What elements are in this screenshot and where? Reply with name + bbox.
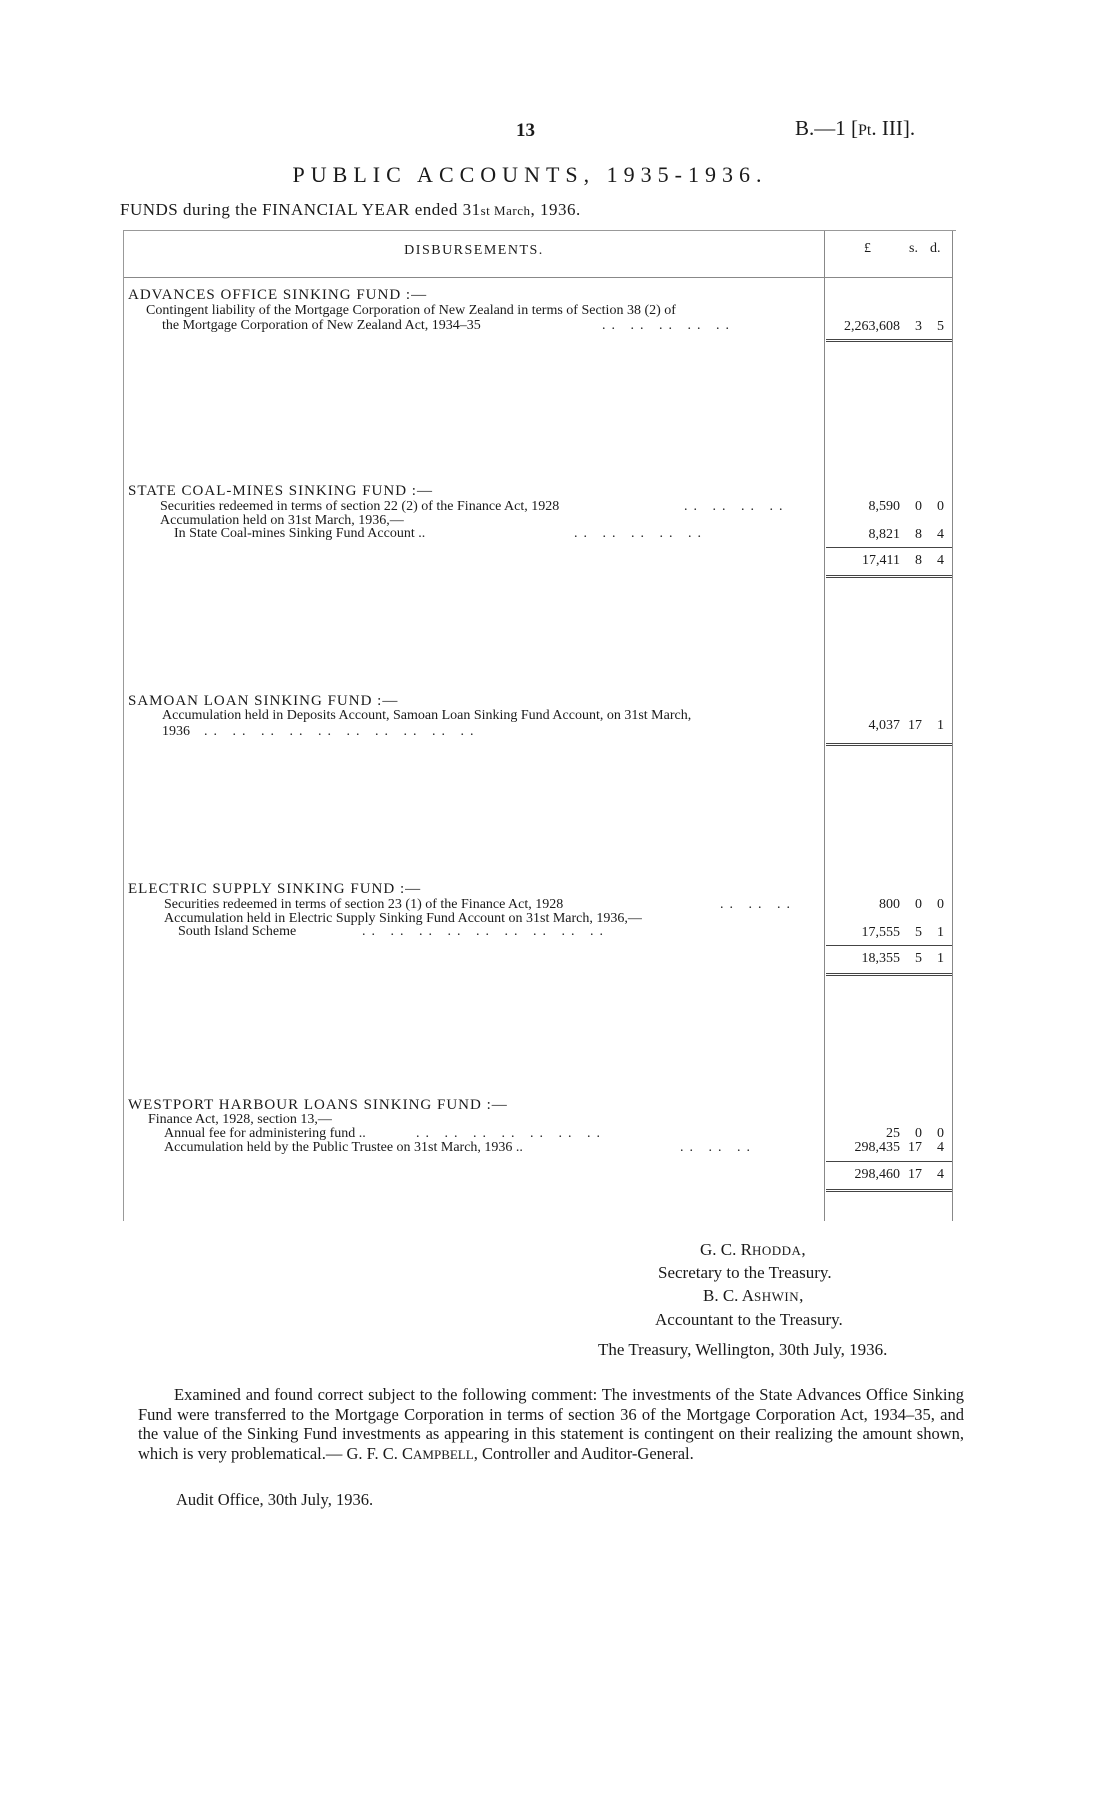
doc-ref-part: Pt xyxy=(858,122,872,139)
section-line: Accumulation held on 31st March, 1936,— xyxy=(160,513,404,528)
audit-office-date: Audit Office, 30th July, 1936. xyxy=(176,1490,374,1509)
total-pounds: 18,355 xyxy=(861,951,900,966)
page-number: 13 xyxy=(516,120,535,141)
section-line: Contingent liability of the Mortgage Corporation of New Zealand in terms of Section 38 (2) of xyxy=(146,303,676,318)
leader-dots: .. .. .. xyxy=(720,897,796,912)
amount-pounds: 2,263,608 xyxy=(844,319,900,334)
total-rule xyxy=(826,973,952,976)
amount-pounds: 800 xyxy=(879,897,900,912)
amount-pounds: 298,435 xyxy=(854,1140,900,1155)
header-disbursements: DISBURSEMENTS. xyxy=(404,243,544,258)
subtitle-march: March xyxy=(490,203,531,218)
doc-ref-prefix: B.—1 [ xyxy=(795,116,858,140)
subtotal-rule xyxy=(826,547,952,548)
amount-pounds: 4,037 xyxy=(868,718,900,733)
total-pence: 1 xyxy=(937,951,944,966)
leader-dots: .. .. .. xyxy=(680,1140,756,1155)
sig-name-punct: , xyxy=(801,1240,806,1259)
total-shillings: 8 xyxy=(915,553,922,568)
section-title: SAMOAN LOAN SINKING FUND :— xyxy=(128,693,399,709)
disbursements-table xyxy=(123,230,956,1221)
leader-dots: .. .. .. .. .. .. .. .. .. .. xyxy=(204,724,480,739)
leader-dots: .. .. .. .. xyxy=(684,499,789,514)
section-title: ELECTRIC SUPPLY SINKING FUND :— xyxy=(128,881,422,897)
page-subtitle xyxy=(120,200,581,220)
amount-pence: 0 xyxy=(937,499,944,514)
total-rule xyxy=(826,339,952,342)
section-line: Accumulation held in Deposits Account, Samoan Loan Sinking Fund Account, on 31st March, xyxy=(162,708,692,723)
signatory-ashwin xyxy=(703,1286,803,1306)
amount-pence: 0 xyxy=(937,1126,944,1141)
subtitle-st: st xyxy=(480,203,491,218)
amount-shillings: 17 xyxy=(908,1140,922,1155)
section-title: ADVANCES OFFICE SINKING FUND :— xyxy=(128,287,428,303)
total-pence: 4 xyxy=(937,553,944,568)
sig-name-smallcaps: HODDA xyxy=(751,1243,802,1258)
audit-comment xyxy=(138,1385,964,1464)
sig-name-smallcaps: SHWIN xyxy=(754,1289,800,1304)
amount-pence: 1 xyxy=(937,718,944,733)
leader-dots: .. .. .. .. .. .. .. xyxy=(416,1126,606,1141)
section-line: In State Coal-mines Sinking Fund Account .. xyxy=(174,526,426,541)
header-pounds: £ xyxy=(864,241,871,256)
audit-name-smallcaps: AMPBELL xyxy=(413,1446,474,1462)
section-title: WESTPORT HARBOUR LOANS SINKING FUND :— xyxy=(128,1097,508,1113)
treasury-place-date: The Treasury, Wellington, 30th July, 1936. xyxy=(598,1340,888,1359)
amount-shillings: 5 xyxy=(915,925,922,940)
amount-pounds: 8,590 xyxy=(868,499,900,514)
total-pence: 4 xyxy=(937,1167,944,1182)
section-line: Accumulation held by the Public Trustee on 31st March, 1936 .. xyxy=(164,1140,523,1155)
sig-name-part: B. C. A xyxy=(703,1286,755,1305)
amount-pounds: 17,555 xyxy=(861,925,900,940)
audit-text: Examined and found correct subject to the following comment: The investments of the State Advances Office Sinking Fund were transferred to the Mortgage Corporation in terms of section 36 of the Mortgage Corporation Act, 1934–35, and the value of the Sinking Fund investments as appearing in this statement is contingent on their realizing the amount shown, which is very problematical.— G. F. C. C xyxy=(138,1385,964,1463)
sig-name-part: G. C. R xyxy=(700,1240,752,1259)
subtotal-rule xyxy=(826,1161,952,1162)
amount-shillings: 0 xyxy=(915,897,922,912)
header-shillings: s. xyxy=(909,241,918,256)
amount-shillings: 0 xyxy=(915,1126,922,1141)
total-shillings: 5 xyxy=(915,951,922,966)
section-line: Annual fee for administering fund .. xyxy=(164,1126,366,1141)
amount-pence: 4 xyxy=(937,527,944,542)
sig-name-punct: , xyxy=(799,1286,804,1305)
amount-shillings: 3 xyxy=(915,319,922,334)
signatory-title: Secretary to the Treasury. xyxy=(658,1263,832,1282)
section-line: Accumulation held in Electric Supply Sinking Fund Account on 31st March, 1936,— xyxy=(164,911,642,926)
section-line: Securities redeemed in terms of section 22 (2) of the Finance Act, 1928 xyxy=(160,499,560,514)
column-divider-right xyxy=(952,231,953,1221)
section-line: 1936 xyxy=(162,724,190,739)
amount-shillings: 8 xyxy=(915,527,922,542)
table-header xyxy=(124,231,952,278)
leader-dots: .. .. .. .. .. xyxy=(602,318,735,333)
section-line: Securities redeemed in terms of section 23 (1) of the Finance Act, 1928 xyxy=(164,897,564,912)
subtitle-part-a: FUNDS during the FINANCIAL YEAR ended 31 xyxy=(120,200,481,219)
document-reference xyxy=(795,116,915,141)
header-pence: d. xyxy=(930,241,941,256)
audit-text-end: , Controller and Auditor-General. xyxy=(473,1443,694,1463)
section-line: Finance Act, 1928, section 13,— xyxy=(148,1112,332,1127)
amount-pence: 4 xyxy=(937,1140,944,1155)
leader-dots: .. .. .. .. .. xyxy=(574,526,707,541)
leader-dots: .. .. .. .. .. .. .. .. .. xyxy=(362,924,609,939)
section-title: STATE COAL-MINES SINKING FUND :— xyxy=(128,483,433,499)
amount-pounds: 8,821 xyxy=(868,527,900,542)
amount-shillings: 17 xyxy=(908,718,922,733)
column-divider xyxy=(824,231,825,1221)
page-title: PUBLIC ACCOUNTS, 1935-1936. xyxy=(292,162,768,187)
total-pounds: 17,411 xyxy=(862,553,900,568)
signatory-rhodda xyxy=(700,1240,806,1260)
amount-pence: 5 xyxy=(937,319,944,334)
signatory-title: Accountant to the Treasury. xyxy=(655,1310,843,1329)
total-pounds: 298,460 xyxy=(854,1167,900,1182)
amount-shillings: 0 xyxy=(915,499,922,514)
total-rule xyxy=(826,575,952,578)
amount-pounds: 25 xyxy=(886,1126,900,1141)
total-shillings: 17 xyxy=(908,1167,922,1182)
subtitle-part-b: , 1936. xyxy=(530,200,581,219)
amount-pence: 0 xyxy=(937,897,944,912)
subtotal-rule xyxy=(826,945,952,946)
section-line: South Island Scheme xyxy=(178,924,297,939)
doc-ref-suffix: . III]. xyxy=(871,116,916,140)
amount-pence: 1 xyxy=(937,925,944,940)
total-rule xyxy=(826,1189,952,1192)
total-rule xyxy=(826,743,952,746)
section-line: the Mortgage Corporation of New Zealand Act, 1934–35 xyxy=(162,318,481,333)
